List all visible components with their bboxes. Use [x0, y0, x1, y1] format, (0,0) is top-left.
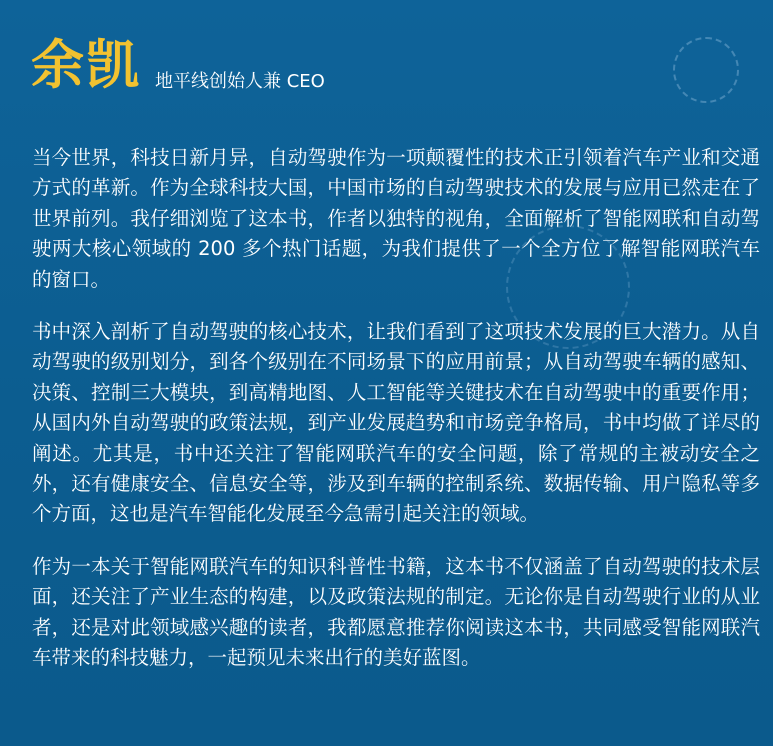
decorative-dashed-circle: [673, 37, 739, 103]
paragraph-2: 书中深入剖析了自动驾驶的核心技术，让我们看到了这项技术发展的巨大潜力。从自动驾驶的级别划分，到各个级别在不同场景下的应用前景；从自动驾驶车辆的感知、决策、控制三大模块，到高精地图、人工智能等关键技术在自动驾驶中的重要作用；从国内外自动驾驶的政策法规，到产业发展趋势和市场竞争格局，书中均做了详尽的阐述。尤其是，书中还关注了智能网联汽车的安全问题，除了常规的主被动安全之外，还有健康安全、信息安全等，涉及到车辆的控制系统、数据传输、用户隐私等多个方面，这也是汽车智能化发展至今急需引起关注的领域。: [32, 320, 760, 526]
author-title: 地平线创始人兼 CEO: [155, 71, 325, 92]
author-name: 余凯: [31, 35, 141, 96]
paragraph-1: 当今世界，科技日新月异，自动驾驶作为一项颠覆性的技术正引领着汽车产业和交通方式的革新。作为全球科技大国，中国市场的自动驾驶技术的发展与应用已然走在了世界前列。我仔细浏览了这本书，作者以独特的视角，全面解析了智能网联和自动驾驶两大核心领域的 200 多个热门话题，为我们提供了一个全方位了解智能网联汽车的窗口。: [32, 146, 760, 291]
paragraph-3: 作为一本关于智能网联汽车的知识科普性书籍，这本书不仅涵盖了自动驾驶的技术层面，还关注了产业生态的构建，以及政策法规的制定。无论你是自动驾驶行业的从业者，还是对此领域感兴趣的读者，我都愿意推荐你阅读这本书，共同感受智能网联汽车带来的科技魅力，一起预见未来出行的美好蓝图。: [32, 554, 760, 670]
author-header: [31, 28, 325, 98]
endorsement-text: [32, 143, 760, 696]
